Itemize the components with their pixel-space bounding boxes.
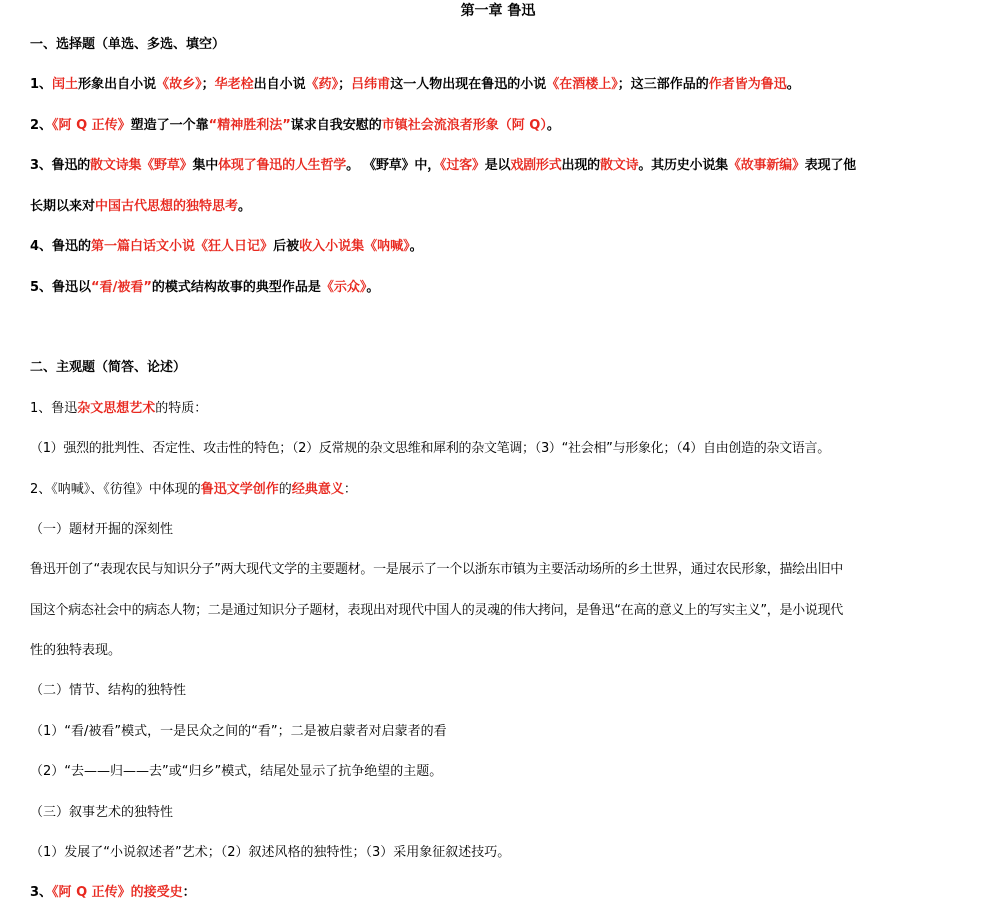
plain-text: 3、鲁迅的 xyxy=(30,158,91,173)
highlight-text: 中国古代思想的独特思考 xyxy=(95,199,239,214)
highlight-text: 收入小说集《呐喊》 xyxy=(299,239,410,254)
subheading-3-item-1: （1）发展了“小说叙述者”艺术；（2）叙述风格的独特性；（3）采用象征叙述技巧。 xyxy=(30,845,511,860)
highlight-text: 作者皆为鲁迅 xyxy=(708,77,787,92)
paragraph-line-2: 国这个病态社会中的病态人物；二是通过知识分子题材，表现出对现代中国人的灵魂的伟大拷问，是鲁迅“在高的意义上的写实主义”，是小说现代 xyxy=(30,603,843,618)
plain-text: 1、鲁迅 xyxy=(30,401,78,416)
highlight-text: 市镇社会流浪者形象（阿 Q） xyxy=(381,118,547,133)
subjective-question-3 xyxy=(30,882,970,904)
plain-text: 5、鲁迅以 xyxy=(30,280,92,295)
plain-text: 塑造了一个靠 xyxy=(130,118,209,133)
plain-text: 。其历史小说集 xyxy=(638,158,728,173)
highlight-text: 《阿 Q 正传》 xyxy=(52,118,131,133)
highlight-text: 闰土 xyxy=(52,77,79,92)
plain-text: 谋求自我安慰的 xyxy=(290,118,382,133)
subjective-question-1 xyxy=(30,398,970,420)
question-1 xyxy=(30,74,970,96)
paragraph-line-3: 性的独特表现。 xyxy=(30,643,122,658)
plain-text: 的模式结构故事的典型作品是 xyxy=(151,280,321,295)
highlight-text: 第一篇白话文小说《狂人日记》 xyxy=(91,239,274,254)
highlight-text: 经典意义 xyxy=(291,482,344,497)
plain-text: 。 xyxy=(786,77,800,92)
plain-text: 表现了他 xyxy=(804,158,856,173)
highlight-text: 《药》 xyxy=(305,77,339,92)
plain-text: ： xyxy=(343,482,357,497)
highlight-text: 鲁迅文学创作 xyxy=(200,482,279,497)
plain-text: 。 xyxy=(366,280,380,295)
plain-text: ； xyxy=(201,77,215,92)
paragraph-line-1: 鲁迅开创了“表现农民与知识分子”两大现代文学的主要题材。一是展示了一个以浙东市镇为主要活动场所的乡土世界，通过农民形象，描绘出旧中 xyxy=(30,562,843,577)
highlight-text: 散文诗集《野草》 xyxy=(90,158,193,173)
highlight-text: 杂文思想艺术 xyxy=(77,401,156,416)
highlight-text: 《在酒楼上》 xyxy=(546,77,618,92)
subheading-1: （一）题材开掘的深刻性 xyxy=(30,522,174,537)
question-2 xyxy=(30,115,970,137)
q-num: 1、 xyxy=(30,77,53,92)
highlight-text: 《故事新编》 xyxy=(727,158,805,173)
plain-text: ： xyxy=(182,885,196,900)
plain-text: 集中 xyxy=(192,158,219,173)
plain-text: 。 xyxy=(546,118,560,133)
plain-text: 的特质： xyxy=(155,401,208,416)
chapter-title: 第一章 鲁迅 xyxy=(460,3,536,19)
plain-text: 出现的 xyxy=(561,158,600,173)
subheading-2-item-2: （2）“去——归——去”或“归乡”模式，结尾处显示了抗争绝望的主题。 xyxy=(30,764,443,779)
subjective-question-2 xyxy=(30,479,970,501)
highlight-text: 《过客》 xyxy=(440,158,485,173)
question-3-line2 xyxy=(30,196,970,218)
question-3-line1 xyxy=(30,155,970,177)
plain-text: 是以 xyxy=(484,158,511,173)
question-5 xyxy=(30,277,970,299)
plain-text: 。 xyxy=(238,199,252,214)
highlight-text: 《阿 Q 正传》的接受史 xyxy=(52,885,183,900)
plain-text: 。 xyxy=(409,239,423,254)
plain-text: 4、鲁迅的 xyxy=(30,239,92,254)
section2-heading: 二、主观题（简答、论述） xyxy=(30,360,187,375)
highlight-text: 散文诗 xyxy=(599,158,639,173)
subheading-3: （三）叙事艺术的独特性 xyxy=(30,805,174,820)
q-num: 2、 xyxy=(30,118,53,133)
plain-text: 3、 xyxy=(30,885,53,900)
plain-text: 长期以来对 xyxy=(30,199,96,214)
subjective-question-1-answer: （1）强烈的批判性、否定性、攻击性的特色；（2）反常规的杂文思维和犀利的杂文笔调；（3）“社会相”与形象化；（4）自由创造的杂文语言。 xyxy=(30,441,830,456)
plain-text: 这一人物出现在鲁迅的小说 xyxy=(390,77,547,92)
highlight-text: 《故乡》 xyxy=(156,77,202,92)
highlight-text: “精神胜利法” xyxy=(208,118,291,133)
section1-heading: 一、选择题（单选、多选、填空） xyxy=(30,37,226,52)
subheading-2-item-1: （1）“看/被看”模式，一是民众之间的“看”；二是被启蒙者对启蒙者的看 xyxy=(30,724,447,739)
plain-text: ； xyxy=(338,77,352,92)
question-4 xyxy=(30,236,970,258)
highlight-text: “看/被看” xyxy=(91,280,152,295)
highlight-text: 《示众》 xyxy=(320,280,367,295)
plain-text: 出自小说 xyxy=(253,77,306,92)
plain-text: 后被 xyxy=(273,239,300,254)
highlight-text: 体现了鲁迅的人生哲学 xyxy=(218,158,347,173)
plain-text: 的 xyxy=(278,482,292,497)
plain-text: 。 《野草》中， xyxy=(346,158,441,173)
highlight-text: 华老栓 xyxy=(214,77,254,92)
highlight-text: 戏剧形式 xyxy=(510,158,562,173)
subheading-2: （二）情节、结构的独特性 xyxy=(30,683,187,698)
plain-text: 形象出自小说 xyxy=(78,77,157,92)
plain-text: 2、《呐喊》、《彷徨》中体现的 xyxy=(30,482,201,497)
plain-text: ；这三部作品的 xyxy=(617,77,709,92)
highlight-text: 吕纬甫 xyxy=(351,77,391,92)
